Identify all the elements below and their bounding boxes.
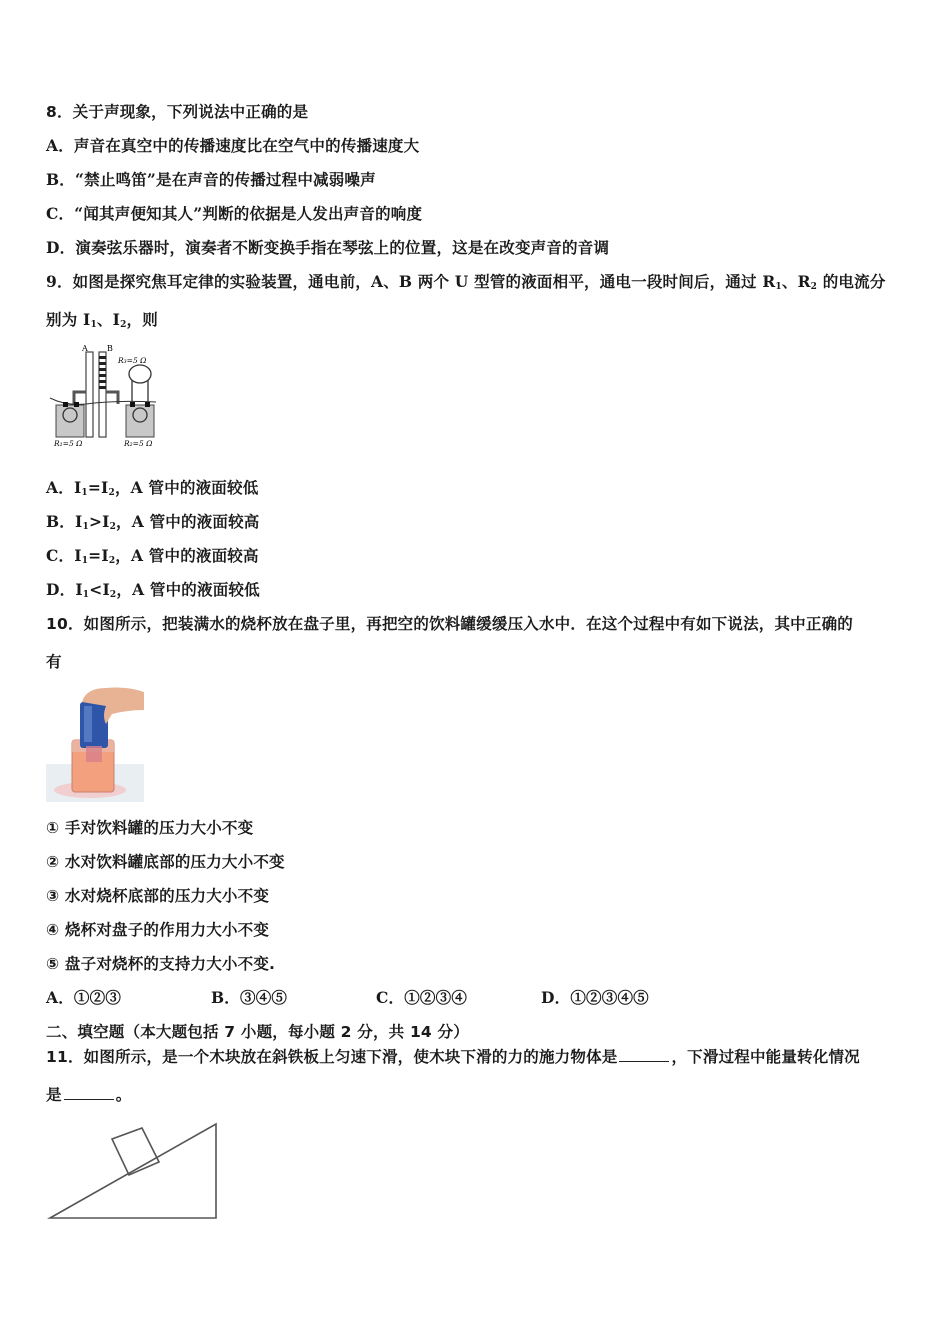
- relation: >: [88, 512, 103, 531]
- q10-statement-5: ⑤ 盘子对烧杯的支持力大小不变.: [46, 955, 276, 973]
- q11-stem-text: 11．如图所示，是一个木块放在斜铁板上匀速下滑，使木块下滑的力的施力物体是: [46, 1048, 618, 1066]
- option-text: ，A 管中的液面较低: [114, 478, 259, 497]
- subscript: 1: [90, 320, 97, 330]
- answer-blank-1[interactable]: [619, 1047, 669, 1062]
- q9-stem-text: 9．如图是探究焦耳定律的实验装置，通电前，A、B 两个 U 型管的液面相平，通电一段时间后，通过 R: [46, 272, 776, 291]
- q11-stem-text: 是: [46, 1086, 62, 1104]
- q9-option-d: D．$I_1<I_2$，A 管中的液面较低: [46, 580, 260, 600]
- q10-statement-3: ③ 水对烧杯底部的压力大小不变: [46, 887, 270, 905]
- option-text: ，A 管中的液面较高: [116, 512, 260, 531]
- subscript: 2: [109, 522, 117, 532]
- section-heading: 二、填空题（本大题包括 7 小题，每小题 2 分，共 14 分）: [46, 1023, 469, 1041]
- q8-stem: 8．关于声现象，下列说法中正确的是: [46, 103, 309, 121]
- beaker-can-photo: [46, 684, 144, 802]
- q10-stem-line2: 有: [46, 653, 62, 671]
- incline-block-figure: [46, 1118, 221, 1223]
- q10-choice-c: C．①②③④: [376, 988, 468, 1007]
- q10-choice-a: A．①②③: [46, 988, 122, 1007]
- q10-choice-d: D．①②③④⑤: [541, 988, 649, 1007]
- relation: =: [87, 478, 102, 497]
- option-text: ，A 管中的液面较高: [115, 546, 259, 565]
- q10-choice-b: B．③④⑤: [211, 988, 288, 1007]
- q11-stem-line2: [46, 1085, 131, 1105]
- q8-option-d: D．演奏弦乐器时，演奏者不断变换手指在琴弦上的位置，这是在改变声音的音调: [46, 238, 610, 257]
- joule-law-apparatus-figure: [46, 342, 161, 452]
- q10-statement-2: ② 水对饮料罐底部的压力大小不变: [46, 853, 285, 871]
- label-r2: R₂=5 Ω: [124, 439, 153, 448]
- q8-option-c: C．“闻其声便知其人”判断的依据是人发出声音的响度: [46, 204, 423, 223]
- label-b: B: [107, 344, 113, 353]
- subscript: 1: [81, 488, 88, 498]
- option-text: ，A 管中的液面较低: [116, 580, 260, 599]
- subscript: 2: [810, 282, 818, 292]
- relation: <: [89, 580, 103, 599]
- option-letter: B．: [46, 512, 76, 531]
- q9-stem-line2: [46, 310, 158, 330]
- option-letter: D．: [46, 580, 76, 599]
- q9-stem-text: ，则: [126, 310, 158, 329]
- q9-option-c: C．$I_1=I_2$，A 管中的液面较高: [46, 546, 259, 566]
- q11-stem-line1: [46, 1047, 860, 1067]
- q9-stem-text: 、I: [96, 310, 121, 329]
- q10-stem-line1: 10．如图所示，把装满水的烧杯放在盘子里，再把空的饮料罐缓缓压入水中．在这个过程中有如下说法，其中正确的: [46, 615, 853, 633]
- subscript: 1: [82, 590, 90, 600]
- label-r1: R₁=5 Ω: [54, 439, 83, 448]
- option-letter: A．: [46, 478, 74, 497]
- q10-statement-4: ④ 烧杯对盘子的作用力大小不变: [46, 921, 270, 939]
- answer-blank-2[interactable]: [64, 1085, 114, 1100]
- subscript: 1: [81, 556, 89, 566]
- q9-stem-text: 的电流分: [817, 272, 886, 291]
- q9-option-a: A．$I_1=I_2$，A 管中的液面较低: [46, 478, 259, 498]
- label-r3: R₃=5 Ω: [118, 356, 147, 365]
- q9-option-b: B．$I_1>I_2$，A 管中的液面较高: [46, 512, 260, 532]
- q9-stem-line1: [46, 272, 886, 292]
- q11-stem-text: 。: [115, 1086, 132, 1104]
- q8-option-b: B．“禁止鸣笛”是在声音的传播过程中减弱噪声: [46, 170, 376, 189]
- subscript: 1: [82, 522, 89, 532]
- label-a: A: [82, 344, 88, 353]
- subscript: 2: [108, 556, 116, 566]
- subscript: 1: [775, 282, 782, 292]
- option-letter: C．: [46, 546, 75, 565]
- subscript: 2: [120, 320, 127, 330]
- subscript: 2: [109, 590, 117, 600]
- q8-option-a: A．声音在真空中的传播速度比在空气中的传播速度大: [46, 136, 420, 155]
- subscript: 2: [108, 488, 115, 498]
- q9-stem-text: 别为 I: [46, 310, 91, 329]
- q10-statement-1: ① 手对饮料罐的压力大小不变: [46, 819, 254, 837]
- relation: =: [88, 546, 102, 565]
- q9-stem-text: 、R: [781, 272, 811, 291]
- q11-stem-text: ，下滑过程中能量转化情况: [671, 1048, 860, 1066]
